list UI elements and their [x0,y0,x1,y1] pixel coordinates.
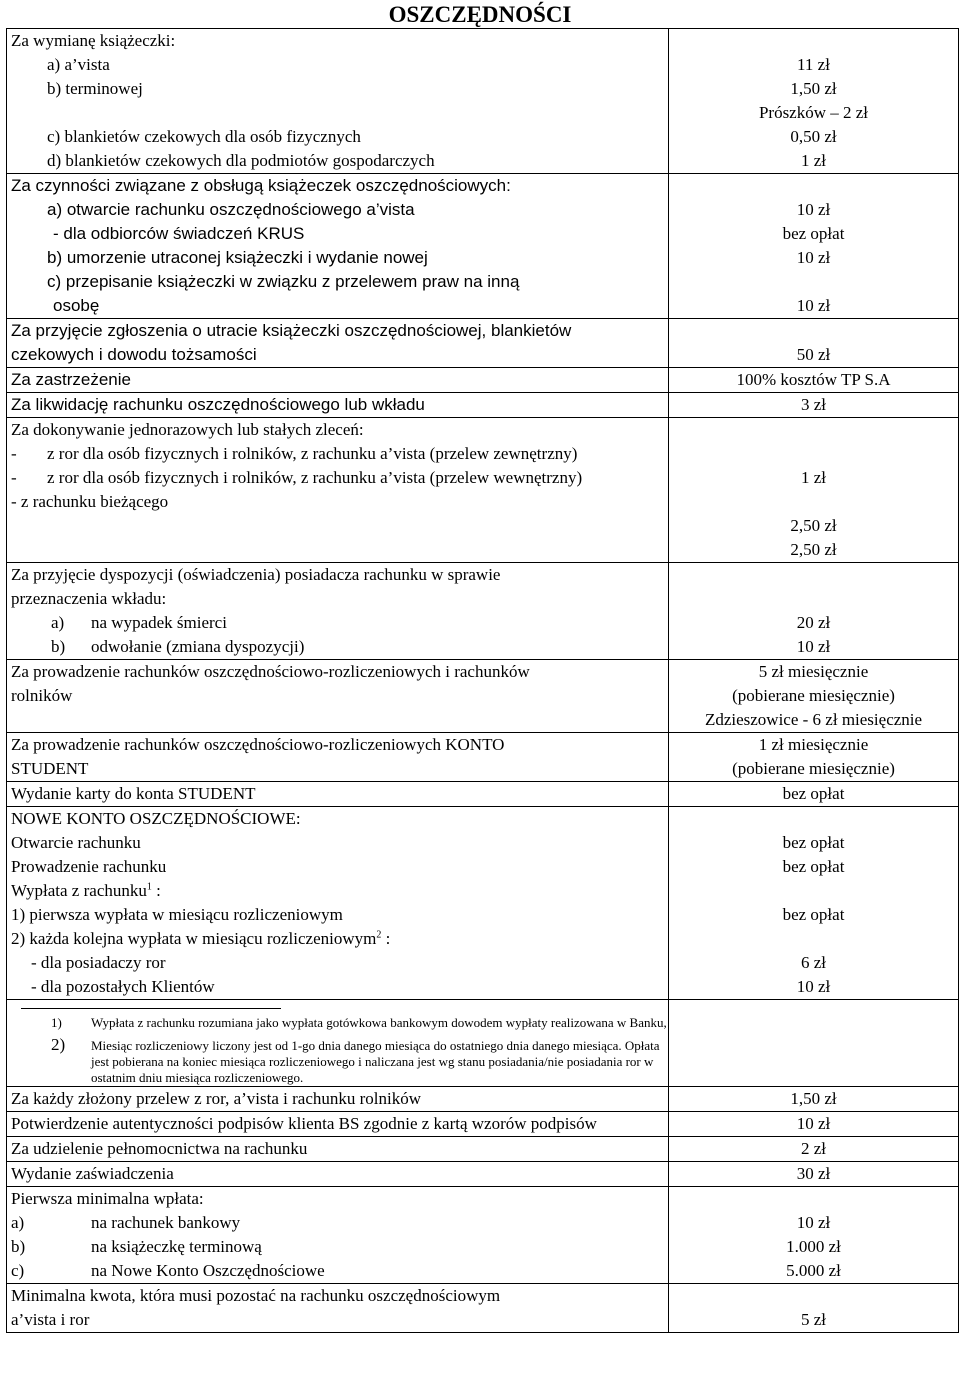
fee-value: bez opłat [669,782,959,807]
footnote [11,1015,668,1031]
footnotes-row [7,1000,959,1087]
footnotes [7,1000,669,1087]
item-text: : [381,929,391,948]
fee-description: Potwierdzenie autentyczności podpisów klienta BS zgodnie z kartą wzorów podpisów [7,1112,669,1137]
footnote-number: 2) [51,1035,66,1054]
item-label: b) umorzenie utraconej książeczki i wydanie nowej [47,248,428,267]
fee-amount: 0,50 zł [790,127,837,146]
footnotes-empty [669,1000,959,1087]
row-label: czekowych i dowodu tożsamości [11,345,257,364]
fee-value: 5 zł [669,1284,959,1333]
row-label: Za prowadzenie rachunków oszczędnościowo-rozliczeniowych KONTO [11,735,505,754]
fee-description: Za likwidację rachunku oszczędnościowego lub wkładu [7,393,669,418]
table-row [7,1087,959,1112]
item-label [11,927,668,951]
bullet: - [11,444,17,463]
item-marker: a) [51,613,65,632]
fee-value [669,807,959,1000]
fee-amount: 1 zł miesięcznie [758,735,869,754]
footnote-number: 1) [51,1015,62,1030]
fee-value: 50 zł [669,319,959,368]
item-text: 2) każda kolejna wypłata w miesiącu rozliczeniowym [11,929,377,948]
footnote-text: Wypłata z rachunku rozumiana jako wypłata gotówkowa bankowym dowodem wypłaty realizowana w Banku, [91,1015,667,1030]
table-row [7,319,959,368]
fee-value [669,29,959,174]
table-row [7,368,959,393]
item-label: na książeczkę terminową [91,1237,262,1256]
table-row [7,807,959,1000]
fee-description [7,1187,669,1284]
item-label: odwołanie (zmiana dyspozycji) [91,637,305,656]
page-title: OSZCZĘDNOŚCI [388,2,572,27]
fee-value: 30 zł [669,1162,959,1187]
fee-amount: 10 zł [796,1213,831,1232]
item-label: - dla pozostałych Klientów [31,977,215,996]
row-label: Za dokonywanie jednorazowych lub stałych zleceń: [11,420,364,439]
item-label: d) blankietów czekowych dla podmiotów gospodarczych [47,151,435,170]
item-label: z ror dla osób fizycznych i rolników, z rachunku a’vista (przelew zewnętrzny) [47,444,578,463]
row-label: przeznaczenia wkładu: [11,589,167,608]
footnote-ref: 2 [376,929,382,941]
item-label: - dla posiadaczy ror [31,953,166,972]
fee-value [669,660,959,733]
fee-description: Za każdy złożony przelew z ror, a’vista i rachunku rolników [7,1087,669,1112]
item-text: : [151,881,161,900]
fee-description [7,29,669,174]
table-row [7,418,959,563]
item-label: a) otwarcie rachunku oszczędnościowego a’vista [47,200,415,219]
row-label: Pierwsza minimalna wpłata: [11,1189,204,1208]
fee-description [7,563,669,660]
table-row [7,1187,959,1284]
item-label: c) blankietów czekowych dla osób fizycznych [47,127,361,146]
row-label: rolników [11,686,73,705]
table-row [7,782,959,807]
fee-amount: 5.000 zł [786,1261,841,1280]
fee-amount: bez opłat [782,224,845,243]
fee-table [6,28,959,1333]
footnote [11,1037,668,1086]
footnote-divider [21,1008,281,1009]
item-marker: c) [11,1261,25,1280]
fee-value [669,418,959,563]
fee-description: Wydanie zaświadczenia [7,1162,669,1187]
item-label: Otwarcie rachunku [11,833,141,852]
fee-value [669,563,959,660]
fee-value: 3 zł [669,393,959,418]
fee-description: Za udzielenie pełnomocnictwa na rachunku [7,1137,669,1162]
row-label: a’vista i ror [11,1310,90,1329]
item-label [11,879,668,903]
fee-value [669,733,959,782]
table-row [7,29,959,174]
fee-amount: 10 zł [796,977,831,996]
fee-amount: 10 zł [796,248,831,267]
fee-amount: 1 zł [800,151,827,170]
fee-value: 2 zł [669,1137,959,1162]
table-row [7,1284,959,1333]
table-row [7,563,959,660]
fee-amount: 10 zł [796,296,831,315]
fee-amount: bez opłat [782,833,845,852]
item-label: c) przepisanie książeczki w związku z przelewem praw na inną [47,272,520,291]
footnote-text: Miesiąc rozliczeniowy liczony jest od 1-go dnia danego miesiąca do ostatniego dnia danego miesiąca. Opłata jest pobierana na koniec miesiąca rozliczeniowego i naliczana jest wg stanu posiadania/nie posiadania ror w ostatnim dniu miesiąca rozliczeniowego. [91,1038,660,1085]
table-row [7,1112,959,1137]
fee-amount: bez opłat [782,905,845,924]
table-row [7,1137,959,1162]
fee-description [7,174,669,319]
item-label: b) terminowej [47,79,143,98]
fee-amount: 2,50 zł [790,516,837,535]
item-label: a) a’vista [47,55,110,74]
row-label: Minimalna kwota, która musi pozostać na rachunku oszczędnościowym [11,1286,501,1305]
bullet: - [11,468,17,487]
item-marker: b) [51,637,66,656]
row-label: Za wymianę książeczki: [11,31,176,50]
fee-amount: 1.000 zł [786,1237,841,1256]
fee-amount: 1,50 zł [790,79,837,98]
fee-description [7,807,669,1000]
item-text: Wypłata z rachunku [11,881,147,900]
fee-amount: 2,50 zł [790,540,837,559]
fee-amount: bez opłat [782,857,845,876]
table-row [7,393,959,418]
fee-value: 10 zł [669,1112,959,1137]
fee-amount: 11 zł [797,55,830,74]
fee-value [669,174,959,319]
row-label: Za czynności związane z obsługą książeczek oszczędnościowych: [11,176,511,195]
item-marker: b) [11,1237,26,1256]
fee-amount: 6 zł [800,953,827,972]
row-label: Za prowadzenie rachunków oszczędnościowo-rozliczeniowych i rachunków [11,662,530,681]
item-marker: a) [11,1213,25,1232]
fee-value [669,1187,959,1284]
fee-description: Za zastrzeżenie [7,368,669,393]
fee-amount: 10 zł [796,200,831,219]
item-label: na wypadek śmierci [91,613,227,632]
item-label: - dla odbiorców świadczeń KRUS [53,224,305,243]
row-label: STUDENT [11,759,89,778]
fee-description [7,319,669,368]
fee-amount: Zdzieszowice - 6 zł miesięcznie [704,710,923,729]
item-label: na rachunek bankowy [91,1213,241,1232]
fee-value: 100% kosztów TP S.A [669,368,959,393]
table-row [7,660,959,733]
table-row [7,733,959,782]
fee-description [7,418,669,563]
item-label: Prowadzenie rachunku [11,857,167,876]
table-row [7,1162,959,1187]
row-label: NOWE KONTO OSZCZĘDNOŚCIOWE: [11,809,301,828]
fee-amount: 20 zł [796,613,831,632]
fee-amount: Prószków – 2 zł [758,103,869,122]
fee-description [7,660,669,733]
footnote-ref: 1 [146,881,152,893]
row-label: Za przyjęcie dyspozycji (oświadczenia) posiadacza rachunku w sprawie [11,565,501,584]
fee-amount: 1 zł [800,468,827,487]
item-label: z ror dla osób fizycznych i rolników, z rachunku a’vista (przelew wewnętrzny) [47,468,583,487]
item-label: - z rachunku bieżącego [11,492,169,511]
fee-description [7,1284,669,1333]
table-row [7,174,959,319]
fee-amount: (pobierane miesięcznie) [732,759,895,778]
item-label: 1) pierwsza wypłata w miesiącu rozliczeniowym [11,905,343,924]
fee-description [7,733,669,782]
row-label: Za przyjęcie zgłoszenia o utracie książeczki oszczędnościowej, blankietów [11,321,572,340]
fee-amount: 5 zł miesięcznie [758,662,869,681]
fee-amount: (pobierane miesięcznie) [732,686,895,705]
item-label: osobę [53,296,100,315]
item-label: na Nowe Konto Oszczędnościowe [91,1261,325,1280]
fee-amount: 10 zł [796,637,831,656]
fee-value: 1,50 zł [669,1087,959,1112]
fee-description: Wydanie karty do konta STUDENT [7,782,669,807]
